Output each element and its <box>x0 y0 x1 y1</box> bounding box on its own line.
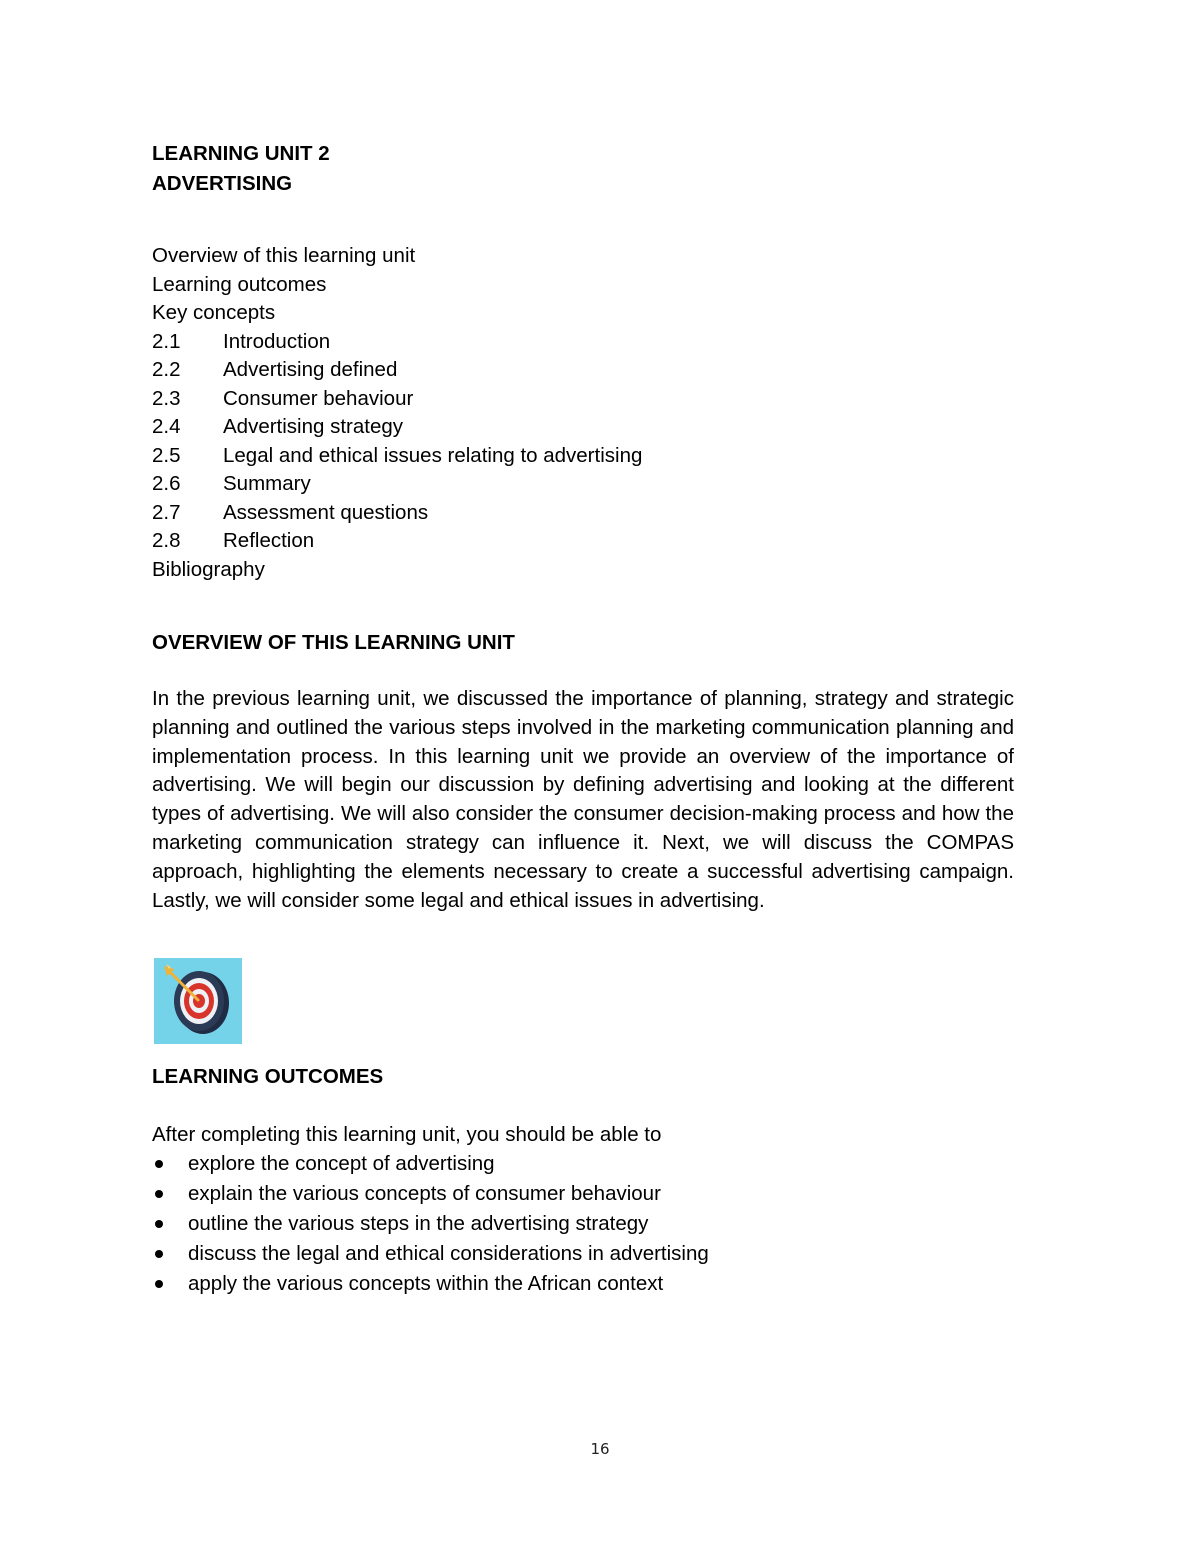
overview-heading: OVERVIEW OF THIS LEARNING UNIT <box>152 631 515 654</box>
outcomes-heading: LEARNING OUTCOMES <box>152 1065 384 1088</box>
list-item: discuss the legal and ethical considerations in advertising <box>152 1239 709 1269</box>
toc-section-number: 2.7 <box>152 500 181 524</box>
toc-section-label: Summary <box>223 472 311 495</box>
outcomes-list <box>152 1149 709 1299</box>
toc-section <box>152 442 642 471</box>
toc-section-number: 2.1 <box>152 329 181 353</box>
unit-label: LEARNING UNIT 2 <box>152 142 330 165</box>
toc-section-label: Advertising defined <box>223 358 398 381</box>
toc-section-label: Legal and ethical issues relating to advertising <box>223 443 643 467</box>
toc-section-number: 2.6 <box>152 472 181 495</box>
toc-section <box>152 499 428 528</box>
toc-section <box>152 470 311 499</box>
bullet-icon <box>155 1160 163 1168</box>
toc-item: Overview of this learning unit <box>152 244 416 267</box>
toc-item: Bibliography <box>152 557 265 581</box>
toc-section-number: 2.8 <box>152 529 181 552</box>
page-number: 16 <box>590 1440 610 1458</box>
bullet-icon <box>155 1250 163 1258</box>
list-item: apply the various concepts within the African context <box>152 1269 709 1299</box>
toc-item: Learning outcomes <box>152 272 327 296</box>
list-item: explain the various concepts of consumer behaviour <box>152 1179 709 1209</box>
outcomes-intro: After completing this learning unit, you should be able to <box>152 1123 662 1146</box>
toc-section-label: Consumer behaviour <box>223 386 414 410</box>
bullet-icon <box>155 1220 163 1228</box>
toc-section-number: 2.3 <box>152 386 181 410</box>
toc-section <box>152 527 314 556</box>
toc-section-label: Introduction <box>223 329 331 353</box>
toc-section-number: 2.5 <box>152 443 181 467</box>
toc-section-label: Advertising strategy <box>223 415 404 438</box>
toc-section <box>152 385 413 414</box>
bullet-icon <box>155 1190 163 1198</box>
toc-section-number: 2.2 <box>152 358 181 381</box>
list-item: outline the various steps in the advertising strategy <box>152 1209 709 1239</box>
overview-paragraph: In the previous learning unit, we discussed the importance of planning, strategy and strategic planning and outlined the various steps involved in the marketing communication planning and implementation process. In this learning unit we provide an overview of the importance of advertising. We will begin our discussion by defining advertising and looking at the different types of advertising. We will also consider the consumer decision-making process and how the marketing communication strategy can influence it. Next, we will discuss the COMPAS approach, highlighting the elements necessary to create a successful advertising campaign. Lastly, we will consider some legal and ethical issues in advertising. <box>152 687 1014 912</box>
toc-item: Key concepts <box>152 301 276 324</box>
toc-section-label: Assessment questions <box>223 500 429 524</box>
bullet-icon <box>155 1280 163 1288</box>
list-item: explore the concept of advertising <box>152 1149 709 1179</box>
target-icon <box>154 958 242 1044</box>
toc-section-label: Reflection <box>223 529 315 552</box>
toc-section <box>152 328 330 357</box>
unit-title: ADVERTISING <box>152 172 293 195</box>
toc-section <box>152 356 397 385</box>
toc-section-number: 2.4 <box>152 415 181 438</box>
toc-section <box>152 413 403 442</box>
